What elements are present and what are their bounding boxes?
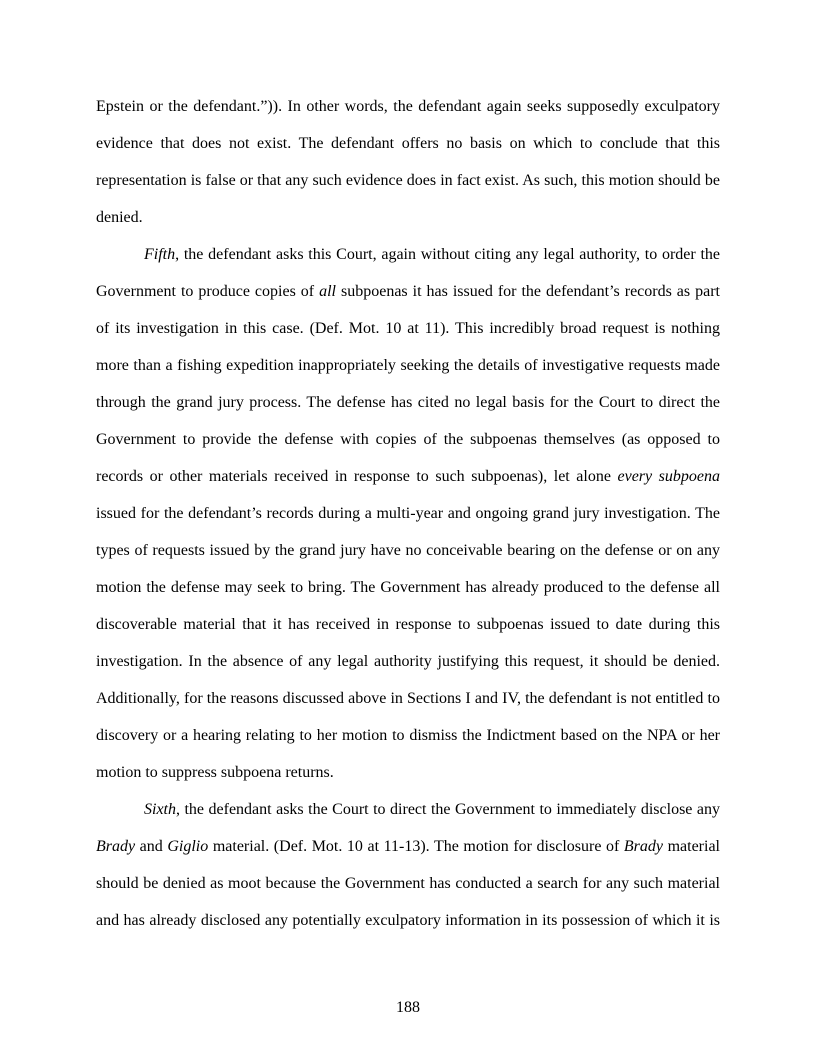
text-run: material should be denied as moot because the Government has conducted a search for any such material and has already disclosed any potentially exculpatory information in its possession of which it is [96,838,720,929]
text-run: and [135,838,168,855]
italic-text-run: Fifth [144,246,176,263]
italic-text-run: all [319,283,336,300]
paragraph [96,791,720,939]
text-run: , the defendant asks the Court to direct the Government to immediately disclose any [176,801,720,818]
italic-text-run: every subpoena [617,468,721,485]
text-run: subpoenas it has issued for the defendant’s records as part of its investigation in this case. (Def. Mot. 10 at 11). This incredibly broad request is nothing more than a fishing expedition inappropriately seeking the details of investigative requests made through the grand jury process. The defense has cited no legal basis for the Court to direct the Government to provide the defense with copies of the subpoenas themselves (as opposed to records or other materials received in response to such subpoenas), let alone [96,283,721,485]
italic-text-run: Brady [96,838,136,855]
text-run: , the defendant asks this Court, again without citing any legal authority, to order the Government to produce copies of [96,246,720,300]
paragraph [96,236,720,791]
text-run: issued for the defendant’s records during a multi-year and ongoing grand jury investigation. The types of requests issued by the grand jury have no conceivable bearing on the defense or on any motion the defense may seek to bring. The Government has already produced to the defense all discoverable material that it has received in response to subpoenas issued to date during this investigation. In the absence of any legal authority justifying this request, it should be denied. Additionally, for the reasons discussed above in Sections I and IV, the defendant is not entitled to discovery or a hearing relating to her motion to dismiss the Indictment based on the NPA or her motion to suppress subpoena returns. [96,505,720,781]
text-run: Epstein or the defendant.”)). In other words, the defendant again seeks supposedly exculpatory evidence that does not exist. The defendant offers no basis on which to conclude that this representation is false or that any such evidence does in fact exist. As such, this motion should be denied. [96,98,720,226]
page-number: 188 [396,999,420,1016]
italic-text-run: Giglio [167,838,209,855]
document-body [96,0,720,939]
italic-text-run: Brady [623,838,663,855]
paragraph [96,88,720,236]
italic-text-run: Sixth [144,801,176,818]
text-run: material. (Def. Mot. 10 at 11-13). The motion for disclosure of [208,838,624,855]
